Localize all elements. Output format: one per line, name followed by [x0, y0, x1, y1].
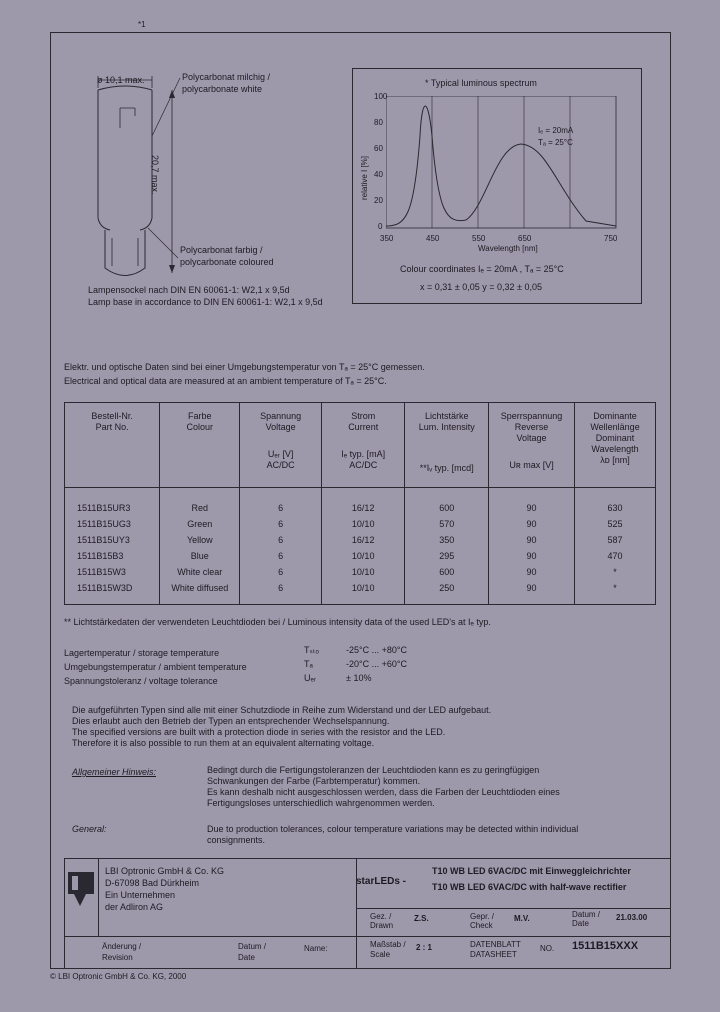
circuit-note-4: Therefore it is also possible to run them at an equivalent alternating voltage.	[72, 738, 375, 748]
y-axis-label: relative I [%]	[360, 155, 369, 200]
y-tick-100: 100	[374, 92, 388, 101]
y-tick-60: 60	[374, 144, 383, 153]
colour-coordinates: Colour coordinates Iₑ = 20mA , Tₐ = 25°C	[400, 264, 564, 274]
circuit-note-1: Die aufgeführten Typen sind alle mit einer Schutzdiode in Reihe zum Widerstand und der LED aufgebaut.	[72, 705, 492, 715]
table-footnote: ** Lichtstärkedaten der verwendeten Leuchtdioden bei / Luminous intensity data of the used LED's at Iₑ typ.	[64, 617, 491, 627]
revision-date-label-en: Date	[238, 953, 255, 962]
rating-storage-label: Lagertemperatur / storage temperature	[64, 648, 220, 658]
general-de-4: Fertigungsloses unterschiedlich wahrgenommen werden.	[207, 798, 435, 808]
title-block-divider	[356, 858, 357, 969]
xy-values: x = 0,31 ± 0,05 y = 0,32 ± 0,05	[420, 282, 542, 292]
title-block-top	[64, 858, 671, 859]
base-note-de: Lampensockel nach DIN EN 60061-1: W2,1 x 9,5d	[88, 285, 290, 295]
y-tick-0: 0	[378, 222, 383, 231]
rating-storage-value: -25°C ... +80°C	[346, 645, 407, 655]
circuit-note-3: The specified versions are built with a protection diode in series with the resistor and the LED.	[72, 727, 446, 737]
legend-current: Iₑ = 20mA	[538, 126, 574, 135]
doc-no-label: NO.	[540, 944, 555, 953]
company-name: LBI Optronic GmbH & Co. KG	[105, 866, 225, 876]
drawn-label-de: Gez. /	[370, 912, 392, 921]
measure-note-en: Electrical and optical data are measured at an ambient temperature of Tₐ = 25°C.	[64, 376, 387, 386]
product-title-en: T10 WB LED 6VAC/DC with half-wave rectifier	[432, 882, 627, 892]
doc-type-de: DATENBLATT	[470, 940, 521, 949]
table-row: 1511B15UG3 Green 6 10/10 570 90 525	[65, 516, 656, 532]
general-de-label: Allgemeiner Hinweis:	[72, 767, 157, 777]
table-row: 1511B15UY3 Yellow 6 16/12 350 90 587	[65, 532, 656, 548]
title-block-lower	[64, 936, 671, 937]
company-logo-icon	[66, 866, 96, 910]
header-intensity: Lichtstärke Lum. Intensity **Iᵥ typ. [mcd]	[405, 403, 489, 488]
general-en-label: General:	[72, 824, 107, 834]
title-block-mid	[356, 908, 671, 909]
header-current: Strom Current Iₑ typ. [mA] AC/DC	[321, 403, 405, 488]
product-title-de: T10 WB LED 6VAC/DC mit Einweggleichrichter	[432, 866, 631, 876]
diameter-label: ø 10,1 max.	[97, 75, 145, 85]
header-part-no: Bestell-Nr. Part No.	[65, 403, 160, 488]
x-tick-550: 550	[472, 234, 486, 243]
x-axis-label: Wavelength [nm]	[478, 244, 538, 253]
spectrum-title: * Typical luminous spectrum	[425, 78, 537, 88]
date-value: 21.03.00	[616, 913, 648, 922]
rating-ambient-label: Umgebungstemperatur / ambient temperature	[64, 662, 247, 672]
drawn-label-en: Drawn	[370, 921, 394, 930]
revision-label-en: Revision	[102, 953, 133, 962]
check-label-en: Check	[470, 921, 493, 930]
date-label-de: Datum /	[572, 910, 601, 919]
revision-name-label: Name:	[304, 944, 328, 953]
rating-ambient-value: -20°C ... +60°C	[346, 659, 407, 669]
copyright: © LBI Optronic GmbH & Co. KG, 2000	[50, 972, 187, 981]
check-label-de: Gepr. /	[470, 912, 495, 921]
lamp-drawing	[80, 68, 280, 308]
rating-voltage-value: ± 10%	[346, 673, 372, 683]
revision-date-label-de: Datum /	[238, 942, 267, 951]
rating-voltage-label: Spannungstoleranz / voltage tolerance	[64, 676, 218, 686]
scale-value: 2 : 1	[416, 943, 433, 952]
company-group-2: der Adliron AG	[105, 902, 164, 912]
rating-ambient-symbol: Tₐ	[304, 659, 313, 669]
header-reverse-voltage: Sperrspannung Reverse Voltage Uʀ max [V]	[489, 403, 575, 488]
general-en-2: consignments.	[207, 835, 266, 845]
x-tick-750: 750	[604, 234, 618, 243]
y-tick-80: 80	[374, 118, 383, 127]
led-data-table	[64, 402, 656, 605]
general-de-2: Schwankungen der Farbe (Farbtemperatur) kommen.	[207, 776, 421, 786]
header-dominant-wavelength: Dominante Wellenlänge Dominant Wavelength λᴅ [nm]	[575, 403, 656, 488]
rating-voltage-symbol: Uₑᵣ	[304, 673, 317, 683]
drawn-value: Z.S.	[414, 914, 429, 923]
measure-note-de: Elektr. und optische Daten sind bei einer Umgebungstemperatur von Tₐ = 25°C gemessen.	[64, 362, 425, 372]
height-label: 20,7 max.	[150, 155, 160, 195]
circuit-note-2: Dies erlaubt auch den Betrieb der Typen an entsprechender Wechselspannung.	[72, 716, 390, 726]
top-note-2: polycarbonate white	[182, 84, 263, 94]
scale-label-de: Maßstab /	[370, 940, 406, 949]
general-de-3: Es kann deshalb nicht ausgeschlossen werden, dass die Farben der Leuchtdioden eines	[207, 787, 560, 797]
logo-divider	[98, 858, 99, 936]
bottom-note-1: Polycarbonat farbig /	[180, 245, 263, 255]
x-tick-350: 350	[380, 234, 394, 243]
revision-label-de: Änderung /	[102, 942, 142, 951]
y-tick-20: 20	[374, 196, 383, 205]
x-tick-650: 650	[518, 234, 532, 243]
table-row: 1511B15UR3 Red 6 16/12 600 90 630	[65, 488, 656, 517]
date-label-en: Date	[572, 919, 589, 928]
general-de-1: Bedingt durch die Fertigungstoleranzen der Leuchtdioden kann es zu geringfügigen	[207, 765, 540, 775]
base-note-en: Lamp base in accordance to DIN EN 60061-1: W2,1 x 9,5d	[88, 297, 323, 307]
table-row: 1511B15W3 White clear 6 10/10 600 90 *	[65, 564, 656, 580]
x-tick-450: 450	[426, 234, 440, 243]
general-en-1: Due to production tolerances, colour temperature variations may be detected within individual	[207, 824, 579, 834]
legend-temp: Tₐ = 25°C	[538, 138, 573, 147]
bottom-note-2: polycarbonate coloured	[180, 257, 274, 267]
doc-type-en: DATASHEET	[470, 950, 517, 959]
rating-storage-symbol: Tₛₜₒ	[304, 645, 319, 655]
header-voltage: Spannung Voltage Uₑᵣ [V] AC/DC	[240, 403, 322, 488]
doc-no-value: 1511B15XXX	[572, 940, 639, 952]
title-block-left	[64, 858, 65, 969]
company-group-1: Ein Unternehmen	[105, 890, 176, 900]
table-row: 1511B15W3D White diffused 6 10/10 250 90 *	[65, 580, 656, 605]
scale-label-en: Scale	[370, 950, 391, 959]
table-row: 1511B15B3 Blue 6 10/10 295 90 470	[65, 548, 656, 564]
company-address: D-67098 Bad Dürkheim	[105, 878, 200, 888]
header-colour: Farbe Colour	[160, 403, 240, 488]
spectrum-chart	[386, 96, 626, 236]
check-value: M.V.	[514, 914, 530, 923]
y-tick-40: 40	[374, 170, 383, 179]
product-brand: starLEDs -	[356, 876, 407, 887]
top-mark: *1	[138, 20, 146, 29]
top-note-1: Polycarbonat milchig /	[182, 72, 271, 82]
